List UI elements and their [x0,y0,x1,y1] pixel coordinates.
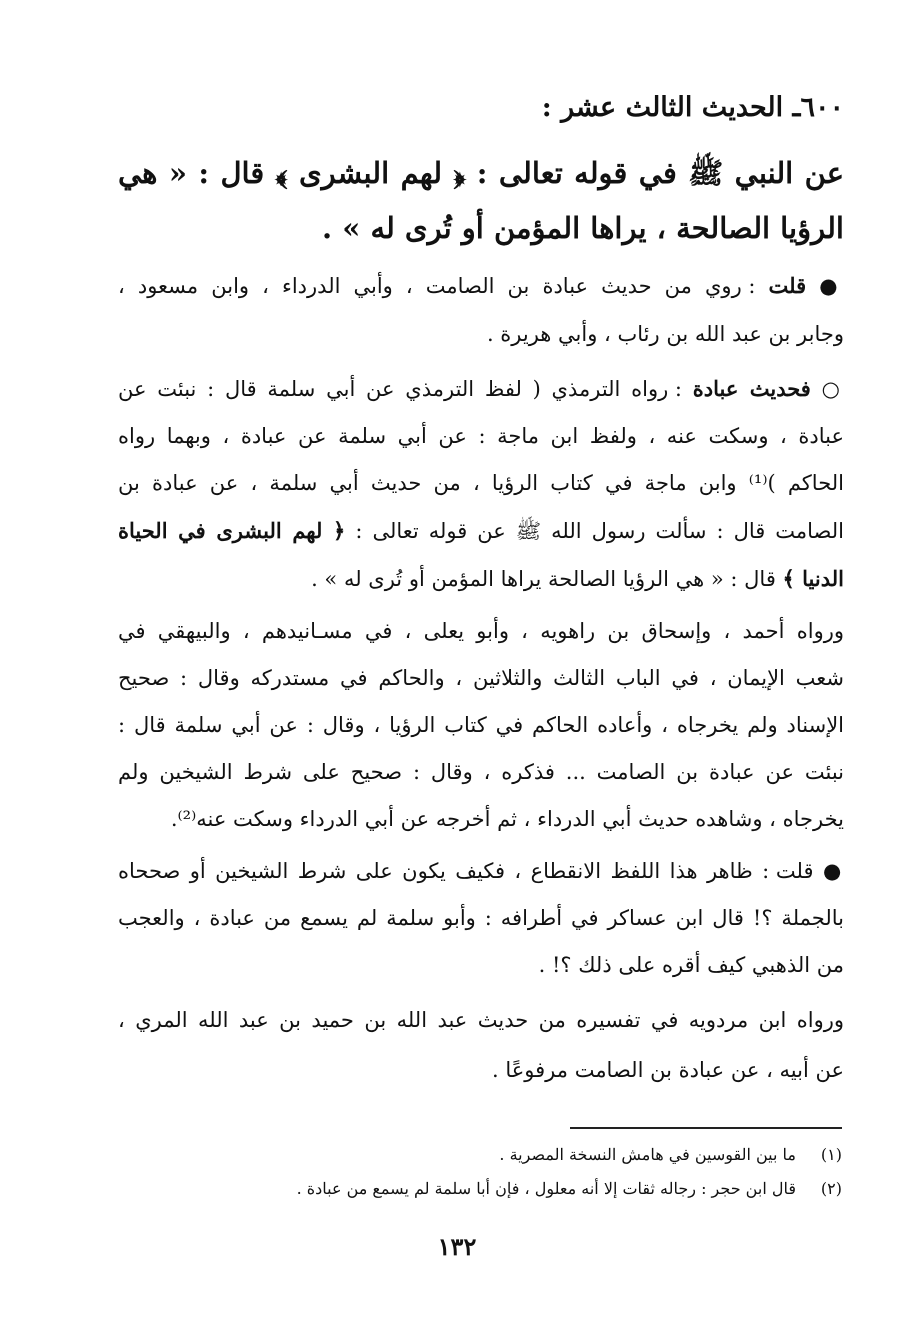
paragraph-riwayat [118,608,844,843]
paragraph-label: قلت [768,273,807,298]
text-line: ● قلت : ظاهر هذا اللفظ الانقطاع ، فكيف يكون على شرط الشيخين أو صححاه [118,859,844,883]
footnote [118,1138,842,1172]
footnote-number: (٢) [820,1179,842,1198]
footnote-divider [570,1127,842,1129]
text-line: نبئت عن عبادة بن الصامت ... فذكره ، وقال : صحيح على شرط الشيخين ولم [118,760,844,784]
text-line: الحاكم )⁽¹⁾ وابن ماجة في كتاب الرؤيا ، من حديث أبي سلمة ، عن عبادة بن [118,471,844,495]
text-line: الصامت قال : سألت رسول الله ﷺ عن قوله تعالى : ﴿ لهم البشرى في الحياة [118,518,844,543]
paragraph-ubada [118,365,844,603]
footnote [118,1172,842,1206]
footnotes [118,1138,842,1206]
footnote-number: (١) [820,1145,842,1164]
bullet-icon: ● [819,274,844,298]
text-line: يخرجاه ، وشاهده حديث أبي الدرداء ، ثم أخرجه عن أبي الدرداء وسكت عنه⁽²⁾. [170,807,844,831]
hadith-line: الرؤيا الصالحة ، يراها المؤمن أو تُرى له » . [322,211,844,245]
text-line: شعب الإيمان ، في الباب الثالث والثلاثين ، والحاكم في مستدركه وقال : صحيح [118,666,844,690]
hadith-text [118,146,844,256]
footnote-text: ما بين القوسين في هامش النسخة المصرية . [499,1145,796,1164]
paragraph-label: فحديث عبادة [692,376,811,401]
text-line: من الذهبي كيف أقره على ذلك ؟! . [538,953,844,977]
hadith-line: عن النبي ﷺ في قوله تعالى : ﴿ لهم البشرى ﴾ قال : « هي [118,156,844,190]
text-line: ● قلت : روي من حديث عبادة بن الصامت ، وأبي الدرداء ، وابن مسعود ، [118,273,844,298]
text-line: وجابر بن عبد الله بن رئاب ، وأبي هريرة . [486,322,844,346]
footnote-text: قال ابن حجر : رجاله ثقات إلا أنه معلول ، فإن أبا سلمة لم يسمع من عبادة . [296,1179,796,1198]
text-line: بالجملة ؟! قال ابن عساكر في أطرافه : وأبو سلمة لم يسمع من عبادة ، والعجب [118,906,844,930]
paragraph-qultu-1 [118,262,844,358]
text-line: عبادة ، وسكت عنه ، ولفظ ابن ماجة : عن أبي سلمة عن عبادة ، وبهما رواه [118,424,844,448]
text-line: ○ فحديث عبادة : رواه الترمذي ( لفظ الترمذي عن أبي سلمة قال : نبئت عن [118,376,844,401]
text-line: الإسناد ولم يخرجاه ، وأعاده الحاكم في كتاب الرؤيا ، وقال : عن أبي سلمة قال : [118,713,844,737]
circle-bullet-icon: ○ [821,377,844,401]
text-line: ورواه ابن مردويه في تفسيره من حديث عبد الله بن حميد بن عبد الله المري ، [118,1008,844,1032]
text-line: ورواه أحمد ، وإسحاق بن راهويه ، وأبو يعلى ، في مسـانيدهم ، والبيهقي في [118,619,844,643]
page-number: ١٣٢ [437,1232,477,1261]
bullet-icon: ● [822,859,844,883]
hadith-heading: ٦٠٠ـ الحديث الثالث عشر : [541,92,844,123]
text-line: الدنيا ﴾ قال : « هي الرؤيا الصالحة يراها المؤمن أو تُرى له » . [311,566,844,591]
paragraph-ibn-mardawayh [118,995,844,1095]
paragraph-qultu-2 [118,848,844,989]
text-line: عن أبيه ، عن عبادة بن الصامت مرفوعًا . [492,1058,844,1082]
